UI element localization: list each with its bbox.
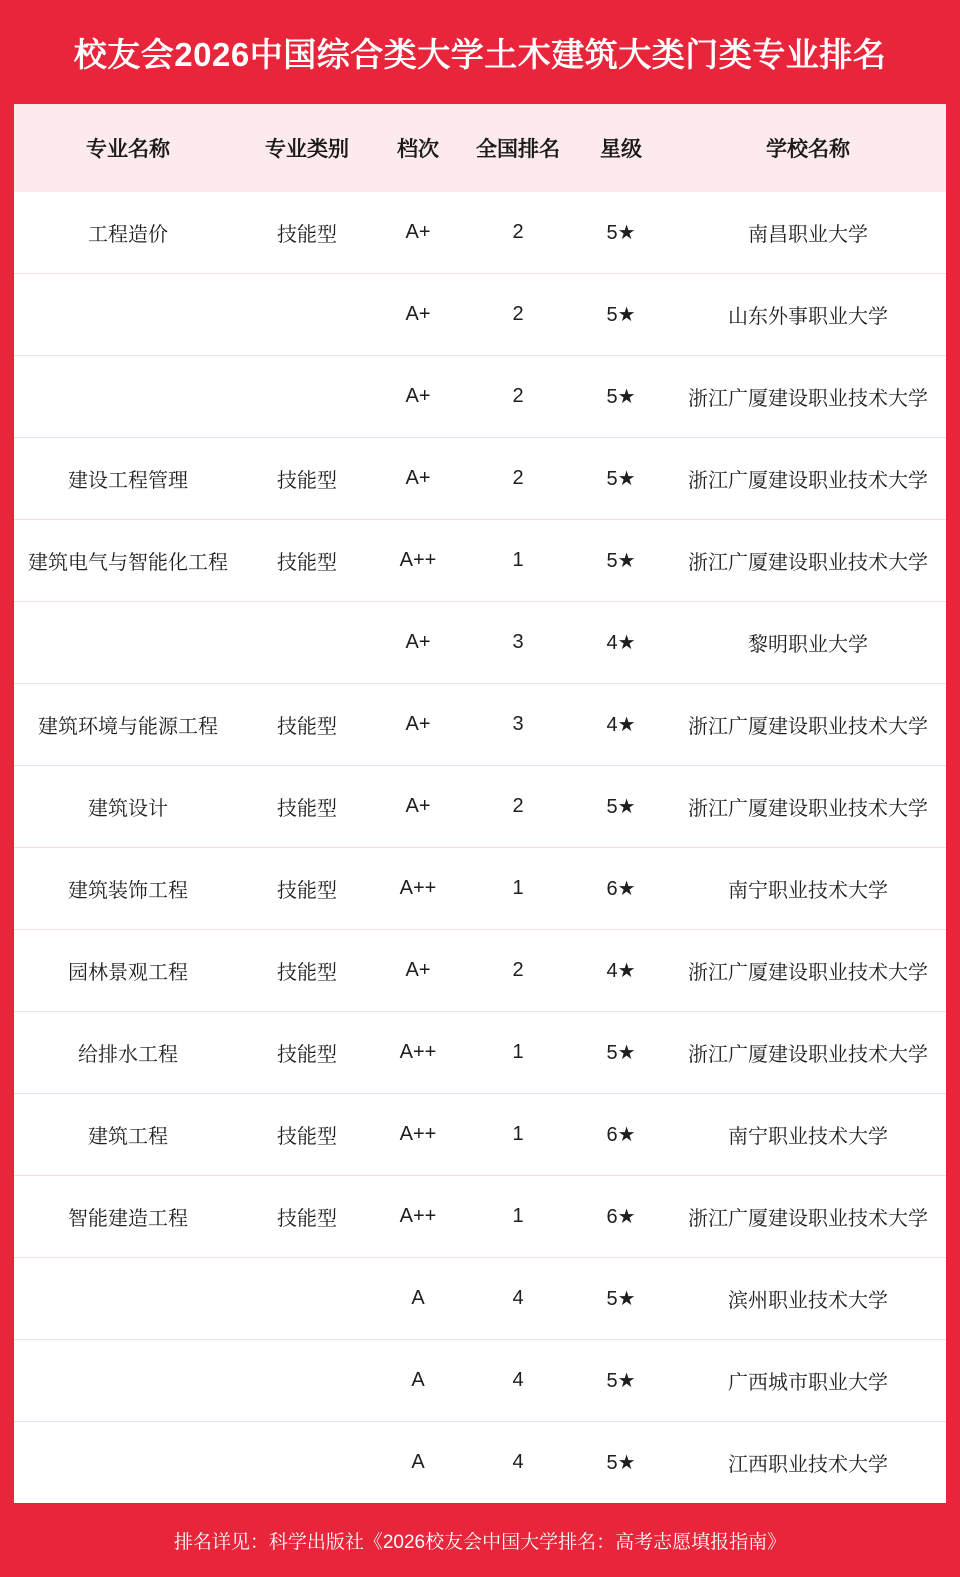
footer [14, 1503, 946, 1577]
cell-major: 建筑电气与智能化工程 [14, 520, 242, 602]
cell-major [14, 274, 242, 356]
cell-star: 5★ [572, 356, 670, 438]
cell-rank: 3 [464, 602, 572, 684]
cell-major [14, 1258, 242, 1340]
table-row [14, 1258, 946, 1340]
table-row [14, 274, 946, 356]
table-row [14, 438, 946, 520]
cell-star: 5★ [572, 520, 670, 602]
column-header-tier: 档次 [372, 104, 464, 192]
table-row [14, 520, 946, 602]
cell-type: 技能型 [242, 520, 372, 602]
table-row [14, 930, 946, 1012]
cell-rank: 1 [464, 1176, 572, 1258]
cell-school: 黎明职业大学 [670, 602, 946, 684]
cell-rank: 2 [464, 356, 572, 438]
cell-type: 技能型 [242, 930, 372, 1012]
cell-type: 技能型 [242, 1176, 372, 1258]
cell-school: 南昌职业大学 [670, 192, 946, 274]
cell-rank: 1 [464, 1094, 572, 1176]
cell-school: 山东外事职业大学 [670, 274, 946, 356]
cell-school: 浙江广厦建设职业技术大学 [670, 1176, 946, 1258]
ranking-table [14, 104, 946, 1503]
cell-tier: A+ [372, 602, 464, 684]
cell-school: 滨州职业技术大学 [670, 1258, 946, 1340]
page-title-bar [14, 0, 946, 104]
cell-school: 广西城市职业大学 [670, 1340, 946, 1422]
cell-star: 5★ [572, 1258, 670, 1340]
table-row [14, 1176, 946, 1258]
cell-school: 浙江广厦建设职业技术大学 [670, 356, 946, 438]
cell-major: 建设工程管理 [14, 438, 242, 520]
cell-tier: A [411, 1451, 425, 1473]
cell-star: 5★ [572, 438, 670, 520]
cell-tier: A+ [372, 438, 464, 520]
cell-star: 5★ [572, 274, 670, 356]
cell-rank: 4 [464, 1340, 572, 1422]
cell-star: 5★ [572, 192, 670, 274]
cell-type [242, 1422, 372, 1504]
table-row [14, 1422, 946, 1504]
cell-type [242, 602, 372, 684]
cell-major: 给排水工程 [14, 1012, 242, 1094]
table-row [14, 602, 946, 684]
table-row [14, 684, 946, 766]
cell-star: 4★ [572, 930, 670, 1012]
cell-star: 6★ [572, 1176, 670, 1258]
column-header-school: 学校名称 [670, 104, 946, 192]
cell-major [14, 1422, 242, 1504]
page-title: 校友会2026中国综合类大学土木建筑大类门类专业排名 [73, 35, 887, 73]
cell-major: 建筑工程 [14, 1094, 242, 1176]
cell-rank: 1 [464, 520, 572, 602]
cell-star: 4★ [572, 602, 670, 684]
cell-rank: 1 [464, 848, 572, 930]
table-header [14, 104, 946, 192]
cell-school: 浙江广厦建设职业技术大学 [670, 766, 946, 848]
table-row [14, 766, 946, 848]
cell-type: 技能型 [242, 766, 372, 848]
cell-star: 6★ [572, 1094, 670, 1176]
cell-major: 建筑设计 [14, 766, 242, 848]
table-row [14, 1340, 946, 1422]
cell-major: 智能建造工程 [14, 1176, 242, 1258]
cell-school: 南宁职业技术大学 [670, 1094, 946, 1176]
cell-star: 5★ [606, 1452, 636, 1474]
cell-rank: 4 [512, 1451, 524, 1473]
cell-rank: 1 [464, 1012, 572, 1094]
cell-school: 浙江广厦建设职业技术大学 [670, 438, 946, 520]
cell-rank: 2 [464, 930, 572, 1012]
cell-rank: 2 [464, 438, 572, 520]
cell-type: 技能型 [242, 1012, 372, 1094]
cell-major [14, 1340, 242, 1422]
cell-tier: A+ [372, 274, 464, 356]
cell-type: 技能型 [242, 1094, 372, 1176]
table-header-row [14, 104, 946, 192]
cell-type [242, 1258, 372, 1340]
cell-rank: 2 [464, 274, 572, 356]
cell-major: 工程造价 [14, 192, 242, 274]
cell-tier: A+ [372, 766, 464, 848]
table-row [14, 848, 946, 930]
footer-note: 排名详见：科学出版社《2026校友会中国大学排名：高考志愿填报指南》 [173, 1531, 787, 1553]
cell-star: 5★ [572, 1340, 670, 1422]
column-header-rank: 全国排名 [464, 104, 572, 192]
table-row [14, 356, 946, 438]
cell-major [14, 602, 242, 684]
cell-star: 6★ [572, 848, 670, 930]
cell-school: 浙江广厦建设职业技术大学 [670, 684, 946, 766]
cell-school: 浙江广厦建设职业技术大学 [670, 520, 946, 602]
cell-star: 5★ [572, 1012, 670, 1094]
cell-type: 技能型 [242, 848, 372, 930]
cell-type: 技能型 [242, 438, 372, 520]
table-row [14, 192, 946, 274]
column-header-major: 专业名称 [14, 104, 242, 192]
table-row [14, 1012, 946, 1094]
cell-school: 南宁职业技术大学 [670, 848, 946, 930]
cell-type [242, 274, 372, 356]
cell-rank: 3 [464, 684, 572, 766]
cell-school: 浙江广厦建设职业技术大学 [670, 1012, 946, 1094]
cell-tier: A+ [372, 192, 464, 274]
cell-rank: 2 [464, 766, 572, 848]
cell-tier: A++ [372, 1012, 464, 1094]
column-header-type: 专业类别 [242, 104, 372, 192]
cell-tier: A++ [372, 1094, 464, 1176]
cell-type [242, 1340, 372, 1422]
cell-tier: A+ [372, 930, 464, 1012]
cell-star: 4★ [572, 684, 670, 766]
cell-tier: A [372, 1258, 464, 1340]
cell-type: 技能型 [242, 192, 372, 274]
cell-tier: A++ [372, 848, 464, 930]
cell-major: 建筑环境与能源工程 [14, 684, 242, 766]
cell-tier: A+ [372, 684, 464, 766]
cell-major: 园林景观工程 [14, 930, 242, 1012]
cell-tier: A [372, 1340, 464, 1422]
cell-major: 建筑装饰工程 [14, 848, 242, 930]
cell-school: 浙江广厦建设职业技术大学 [670, 930, 946, 1012]
cell-tier: A++ [372, 520, 464, 602]
cell-school: 江西职业技术大学 [728, 1454, 888, 1476]
cell-rank: 4 [464, 1258, 572, 1340]
table-row [14, 1094, 946, 1176]
cell-rank: 2 [464, 192, 572, 274]
cell-tier: A+ [372, 356, 464, 438]
cell-type: 技能型 [242, 684, 372, 766]
ranking-table-container [14, 104, 946, 1503]
cell-major [14, 356, 242, 438]
table-body [14, 192, 946, 1503]
cell-tier: A++ [372, 1176, 464, 1258]
cell-star: 5★ [572, 766, 670, 848]
column-header-star: 星级 [572, 104, 670, 192]
cell-type [242, 356, 372, 438]
